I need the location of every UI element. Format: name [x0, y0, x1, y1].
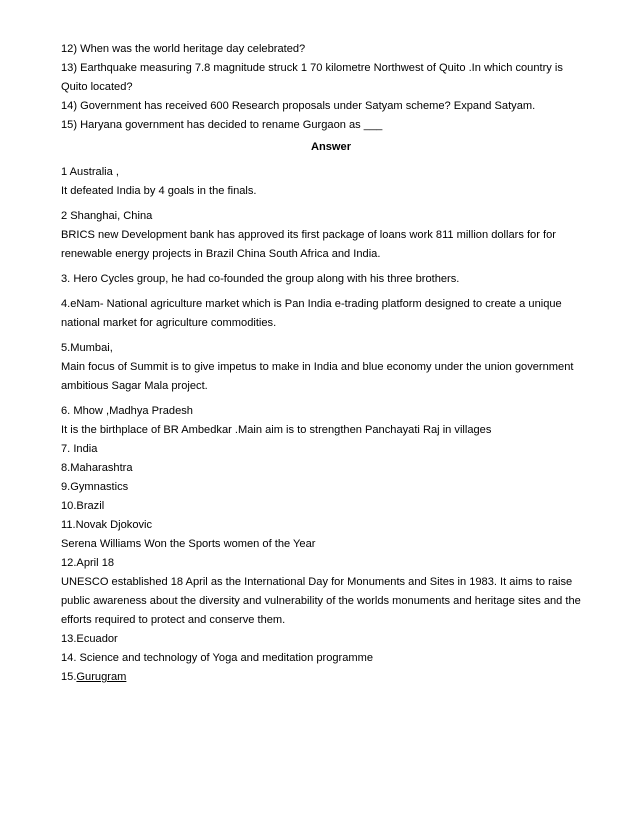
- answer-4: [61, 295, 601, 333]
- answer-line: 13.Ecuador: [61, 633, 118, 645]
- answer-heading: Answer: [310, 141, 352, 153]
- answer-5: [61, 339, 601, 396]
- question-12: 12) When was the world heritage day celebrated?: [61, 43, 306, 55]
- answer-line: public awareness about the diversity and vulnerability of the worlds monuments and heritage sites and the: [61, 595, 581, 607]
- answer-line: 11.Novak Djokovic: [61, 519, 153, 531]
- answer-line: UNESCO established 18 April as the International Day for Monuments and Sites in 1983. It aims to raise: [61, 576, 573, 588]
- answer-line: BRICS new Development bank has approved its first package of loans work 811 million dollars for for: [61, 229, 556, 241]
- answer-line: 9.Gymnastics: [61, 481, 129, 493]
- question-15: 15) Haryana government has decided to rename Gurgaon as ___: [61, 119, 383, 131]
- answer-line: 6. Mhow ,Madhya Pradesh: [61, 405, 193, 417]
- answer-line: 8.Maharashtra: [61, 462, 133, 474]
- question-13-line-1: 13) Earthquake measuring 7.8 magnitude struck 1 70 kilometre Northwest of Quito .In which country is: [61, 62, 563, 74]
- questions-block: [61, 40, 601, 135]
- answer-15-word: Gurugram: [76, 671, 127, 683]
- document-page: [61, 40, 601, 687]
- answer-3: [61, 270, 601, 289]
- answer-line: It is the birthplace of BR Ambedkar .Main aim is to strengthen Panchayati Raj in villages: [61, 424, 492, 436]
- answers-6-to-15: [61, 402, 601, 687]
- answer-line: 7. India: [61, 443, 98, 455]
- answer-line: 1 Australia ,: [61, 166, 119, 178]
- answer-line: It defeated India by 4 goals in the finals.: [61, 185, 257, 197]
- answer-line: ambitious Sagar Mala project.: [61, 380, 208, 392]
- answer-line: Serena Williams Won the Sports women of the Year: [61, 538, 316, 550]
- answer-line: 14. Science and technology of Yoga and meditation programme: [61, 652, 374, 664]
- answer-line: 4.eNam- National agriculture market which is Pan India e-trading platform designed to create a unique: [61, 298, 562, 310]
- answer-15: [61, 668, 601, 687]
- answer-line: 3. Hero Cycles group, he had co-founded the group along with his three brothers.: [61, 273, 460, 285]
- question-13-line-2: Quito located?: [61, 81, 133, 93]
- answer-line: renewable energy projects in Brazil China South Africa and India.: [61, 248, 381, 260]
- answer-2: [61, 207, 601, 264]
- answer-line: national market for agriculture commodities.: [61, 317, 277, 329]
- question-14: 14) Government has received 600 Research proposals under Satyam scheme? Expand Satyam.: [61, 100, 536, 112]
- answer-line: 10.Brazil: [61, 500, 105, 512]
- answer-line: 12.April 18: [61, 557, 115, 569]
- answer-line: efforts required to protect and conserve them.: [61, 614, 286, 626]
- answer-line: 5.Mumbai,: [61, 342, 113, 354]
- answer-line: 2 Shanghai, China: [61, 210, 153, 222]
- answer-15-prefix: 15.: [61, 671, 77, 683]
- answer-1: [61, 163, 601, 201]
- answer-line: Main focus of Summit is to give impetus to make in India and blue economy under the union government: [61, 361, 574, 373]
